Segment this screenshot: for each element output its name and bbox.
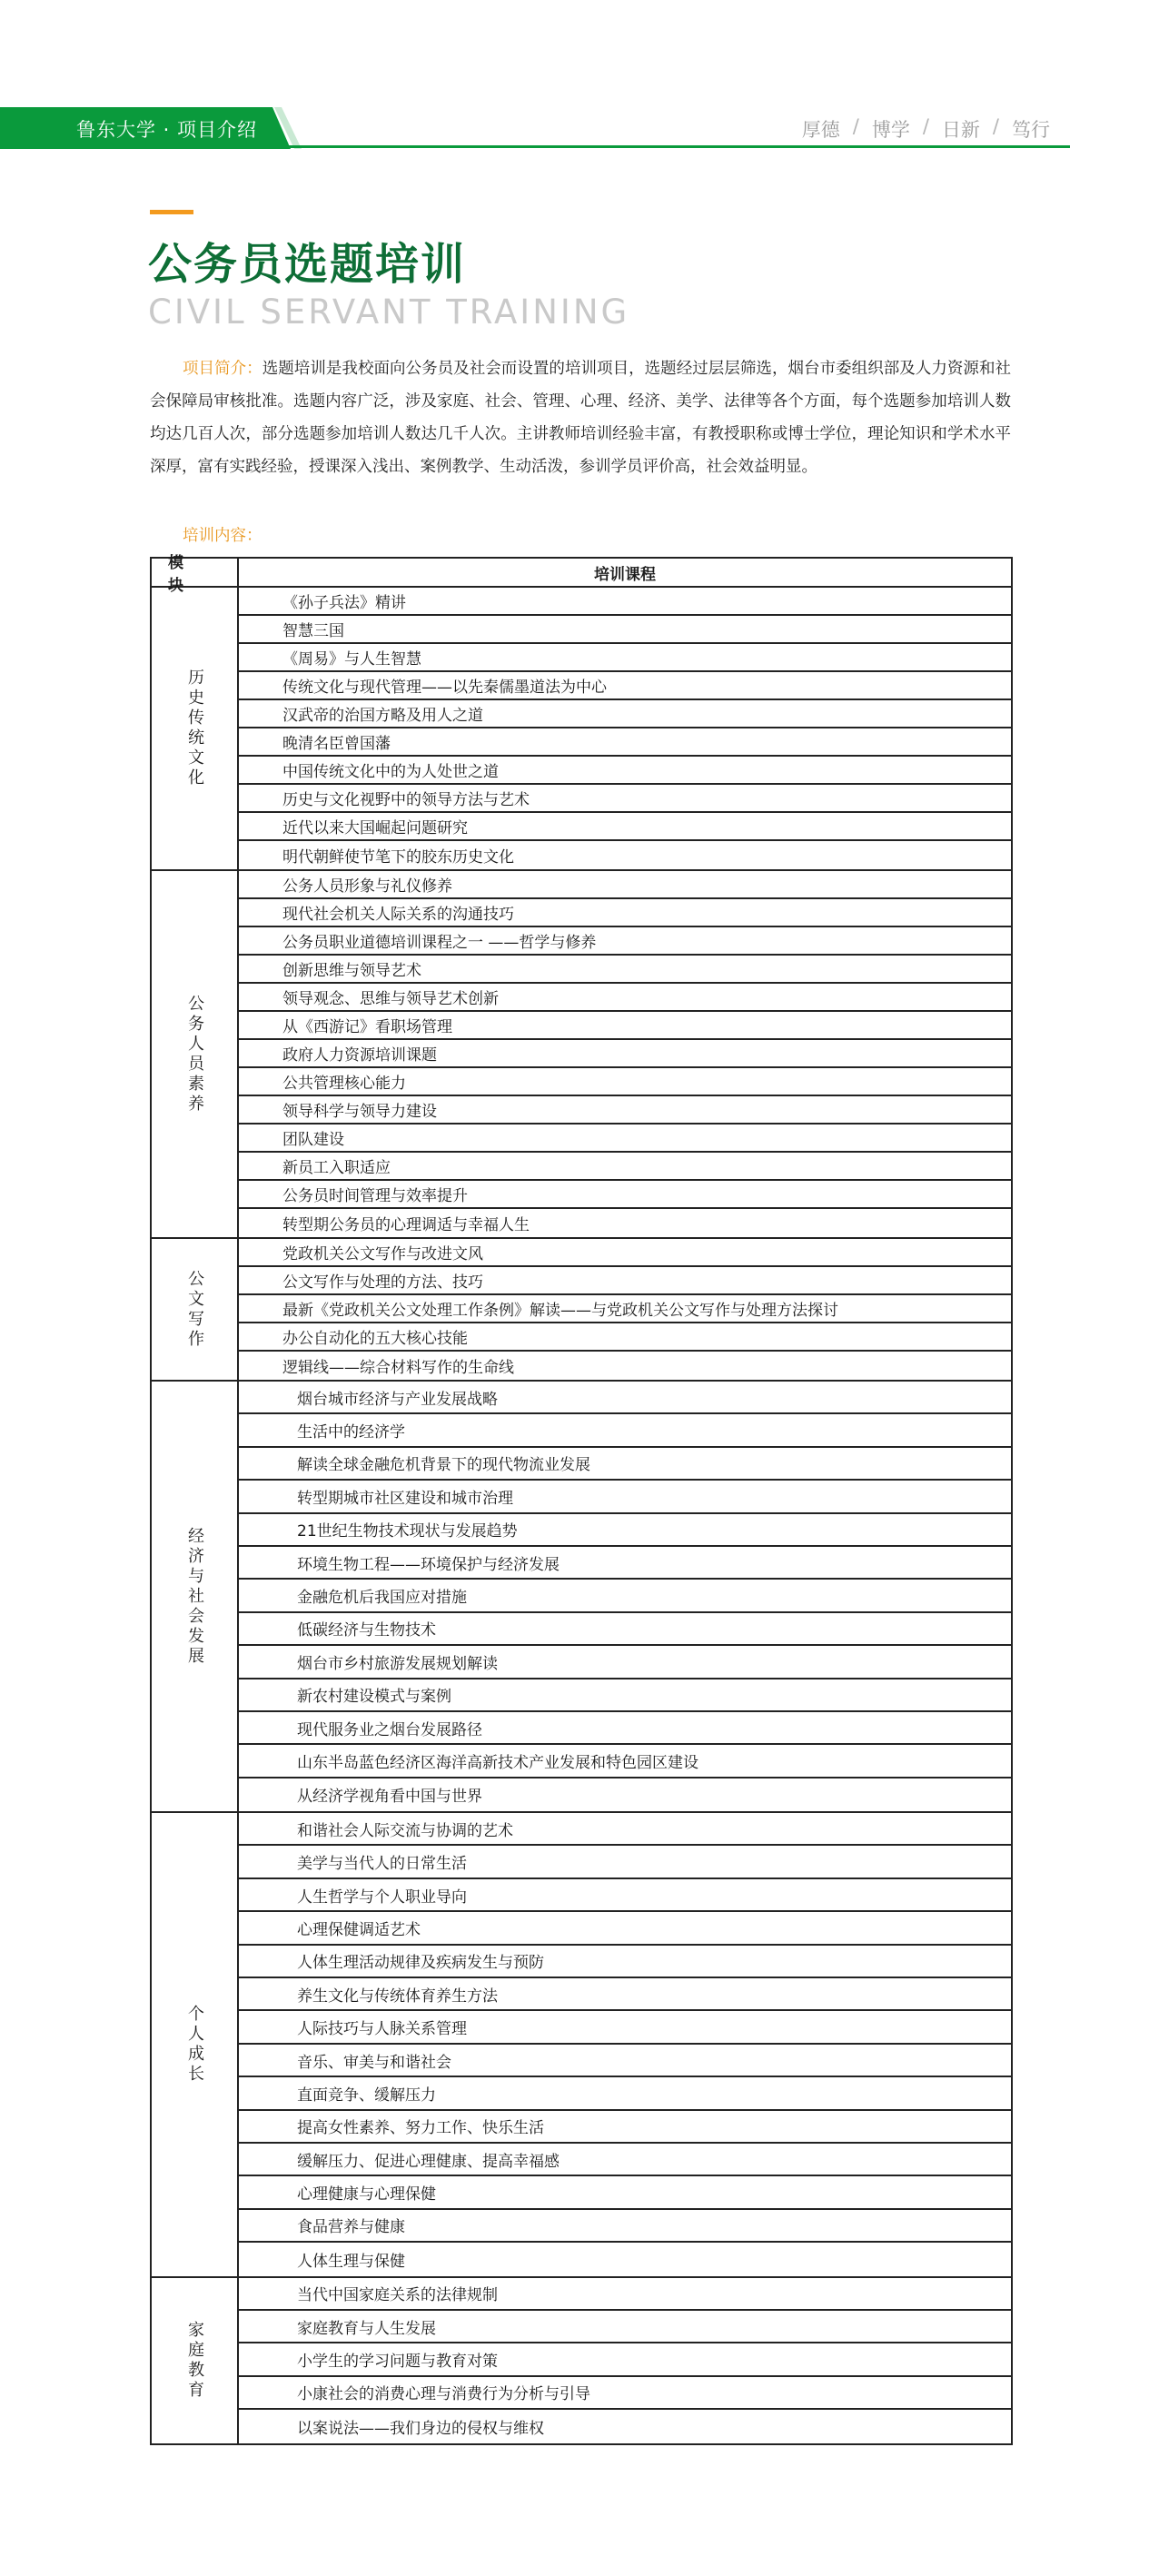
header-motto bbox=[802, 115, 1050, 143]
course-row: 政府人力资源培训课题 bbox=[239, 1040, 1011, 1068]
course-row: 和谐社会人际交流与协调的艺术 bbox=[239, 1813, 1011, 1846]
course-row: 从经济学视角看中国与世界 bbox=[297, 1788, 482, 1807]
course-row: 转型期城市社区建设和城市治理 bbox=[239, 1481, 1011, 1513]
header-rule bbox=[289, 145, 1070, 148]
course-row: 音乐、审美与和谐社会 bbox=[239, 2045, 1011, 2077]
course-row: 小康社会的消费心理与消费行为分析与引导 bbox=[239, 2377, 1011, 2410]
motto-separator: / bbox=[922, 115, 929, 137]
course-row: 心理健康与心理保健 bbox=[239, 2176, 1011, 2209]
course-row: 传统文化与现代管理——以先秦儒墨道法为中心 bbox=[239, 672, 1011, 700]
course-row: 养生文化与传统体育养生方法 bbox=[239, 1978, 1011, 2011]
course-row: 生活中的经济学 bbox=[239, 1414, 1011, 1447]
course-row: 公共管理核心能力 bbox=[239, 1068, 1011, 1096]
course-row: 《周易》与人生智慧 bbox=[239, 644, 1011, 672]
header-title: 鲁东大学 · 项目介绍 bbox=[76, 119, 258, 141]
course-row: 21世纪生物技术现状与发展趋势 bbox=[239, 1514, 1011, 1547]
course-row: 山东半岛蓝色经济区海洋高新技术产业发展和特色园区建设 bbox=[239, 1745, 1011, 1778]
course-row: 新农村建设模式与案例 bbox=[239, 1679, 1011, 1712]
course-row: 现代社会机关人际关系的沟通技巧 bbox=[239, 899, 1011, 927]
course-row: 环境生物工程——环境保护与经济发展 bbox=[239, 1547, 1011, 1580]
module-label: 历史传统文化 bbox=[185, 669, 204, 788]
course-row: 解读全球金融危机背景下的现代物流业发展 bbox=[239, 1448, 1011, 1481]
content-label: 培训内容： bbox=[183, 527, 263, 545]
module-cell bbox=[152, 1239, 239, 1380]
course-row: 直面竞争、缓解压力 bbox=[239, 2077, 1011, 2110]
motto-word: 日新 bbox=[941, 119, 980, 141]
course-row: 人体生理与保健 bbox=[297, 2252, 405, 2271]
course-row: 烟台市乡村旅游发展规划解读 bbox=[239, 1646, 1011, 1679]
course-row: 领导观念、思维与领导艺术创新 bbox=[239, 984, 1011, 1012]
module-cell bbox=[152, 871, 239, 1237]
module-cell bbox=[152, 1813, 239, 2275]
title-accent-bar bbox=[150, 210, 193, 214]
course-row: 公务员时间管理与效率提升 bbox=[239, 1181, 1011, 1209]
course-row: 中国传统文化中的为人处世之道 bbox=[239, 757, 1011, 785]
course-row: 公务人员形象与礼仪修养 bbox=[239, 871, 1011, 899]
course-row: 新员工入职适应 bbox=[239, 1153, 1011, 1181]
module-cell bbox=[152, 2278, 239, 2443]
motto-word: 博学 bbox=[871, 119, 910, 141]
table-section bbox=[152, 1382, 1011, 1813]
motto-word: 笃行 bbox=[1012, 119, 1050, 141]
module-cell bbox=[152, 588, 239, 869]
course-row: 低碳经济与生物技术 bbox=[239, 1613, 1011, 1646]
module-cell bbox=[152, 1382, 239, 1811]
course-row: 美学与当代人的日常生活 bbox=[239, 1846, 1011, 1878]
motto-word: 厚德 bbox=[801, 119, 840, 141]
module-label: 经济与社会发展 bbox=[185, 1526, 204, 1667]
module-label: 个人成长 bbox=[185, 2004, 204, 2085]
table-section bbox=[152, 871, 1011, 1239]
course-row: 最新《党政机关公文处理工作条例》解读——与党政机关公文写作与处理方法探讨 bbox=[239, 1295, 1011, 1323]
table-body bbox=[152, 588, 1011, 2445]
course-row: 食品营养与健康 bbox=[239, 2210, 1011, 2243]
course-row: 历史与文化视野中的领导方法与艺术 bbox=[239, 785, 1011, 813]
course-row: 团队建设 bbox=[239, 1125, 1011, 1153]
intro-label: 项目简介： bbox=[183, 360, 263, 378]
course-row: 公文写作与处理的方法、技巧 bbox=[239, 1267, 1011, 1295]
page-subtitle-en: CIVIL SERVANT TRAINING bbox=[148, 292, 630, 332]
page-title: 公务员选题培训 bbox=[148, 239, 467, 290]
header-bar bbox=[0, 107, 1159, 151]
table-section bbox=[152, 2278, 1011, 2445]
course-row: 当代中国家庭关系的法律规制 bbox=[239, 2278, 1011, 2311]
course-row: 近代以来大国崛起问题研究 bbox=[239, 813, 1011, 841]
course-row: 晚清名臣曾国藩 bbox=[239, 728, 1011, 757]
course-row: 人际技巧与人脉关系管理 bbox=[239, 2011, 1011, 2044]
course-row: 心理保健调适艺术 bbox=[239, 1912, 1011, 1945]
course-list bbox=[239, 1382, 1011, 1811]
course-row: 家庭教育与人生发展 bbox=[239, 2311, 1011, 2343]
course-row: 烟台城市经济与产业发展战略 bbox=[239, 1382, 1011, 1414]
table-section bbox=[152, 588, 1011, 871]
course-list bbox=[239, 871, 1011, 1237]
header-course: 培训课程 bbox=[594, 565, 656, 584]
course-row: 领导科学与领导力建设 bbox=[239, 1096, 1011, 1125]
course-row: 汉武帝的治国方略及用人之道 bbox=[239, 700, 1011, 728]
course-row: 以案说法——我们身边的侵权与维权 bbox=[297, 2419, 544, 2438]
course-row: 现代服务业之烟台发展路径 bbox=[239, 1712, 1011, 1745]
course-list bbox=[239, 1239, 1011, 1380]
course-row: 智慧三国 bbox=[239, 616, 1011, 644]
table-section bbox=[152, 1813, 1011, 2277]
course-list bbox=[239, 2278, 1011, 2443]
course-row: 缓解压力、促进心理健康、提高幸福感 bbox=[239, 2144, 1011, 2176]
table-section bbox=[152, 1239, 1011, 1382]
course-row: 办公自动化的五大核心技能 bbox=[239, 1323, 1011, 1352]
course-row: 逻辑线——综合材料写作的生命线 bbox=[282, 1359, 514, 1377]
course-table bbox=[150, 554, 1013, 2445]
table-header bbox=[152, 554, 1011, 595]
motto-separator: / bbox=[852, 115, 859, 137]
course-row: 从《西游记》看职场管理 bbox=[239, 1012, 1011, 1040]
course-row: 公务员职业道德培训课程之一 ——哲学与修养 bbox=[239, 927, 1011, 956]
course-row: 明代朝鲜使节笔下的胶东历史文化 bbox=[282, 848, 514, 867]
course-list bbox=[239, 588, 1011, 869]
course-row: 创新思维与领导艺术 bbox=[239, 956, 1011, 984]
course-row: 人生哲学与个人职业导向 bbox=[239, 1879, 1011, 1912]
module-label: 公务人员素养 bbox=[185, 994, 204, 1115]
module-label: 公文写作 bbox=[185, 1269, 204, 1350]
module-label: 家庭教育 bbox=[185, 2320, 204, 2401]
course-row: 小学生的学习问题与教育对策 bbox=[239, 2343, 1011, 2376]
course-row: 《孙子兵法》精讲 bbox=[239, 588, 1011, 616]
course-list bbox=[239, 1813, 1011, 2275]
intro-paragraph bbox=[150, 352, 1011, 483]
course-row: 提高女性素养、努力工作、快乐生活 bbox=[239, 2111, 1011, 2144]
motto-separator: / bbox=[992, 115, 999, 137]
header-module: 模 块 bbox=[152, 559, 239, 586]
course-row: 金融危机后我国应对措施 bbox=[239, 1580, 1011, 1612]
course-row: 人体生理活动规律及疾病发生与预防 bbox=[239, 1946, 1011, 1978]
intro-text: 选题培训是我校面向公务员及社会而设置的培训项目，选题经过层层筛选，烟台市委组织部及人力资源和社会保障局审核批准。选题内容广泛，涉及家庭、社会、管理、心理、经济、美学、法律等各个方面，每个选题参加培训人数均达几百人次，部分选题参加培训人数达几千人次。主讲教师培训经验丰富，有教授职称或博士学位，理论知识和学术水平深厚，富有实践经验，授课深入浅出、案例教学、生动活泼，参训学员评价高，社会效益明显。 bbox=[150, 360, 1012, 476]
course-row: 党政机关公文写作与改进文风 bbox=[239, 1239, 1011, 1267]
course-row: 转型期公务员的心理调适与幸福人生 bbox=[282, 1216, 530, 1234]
